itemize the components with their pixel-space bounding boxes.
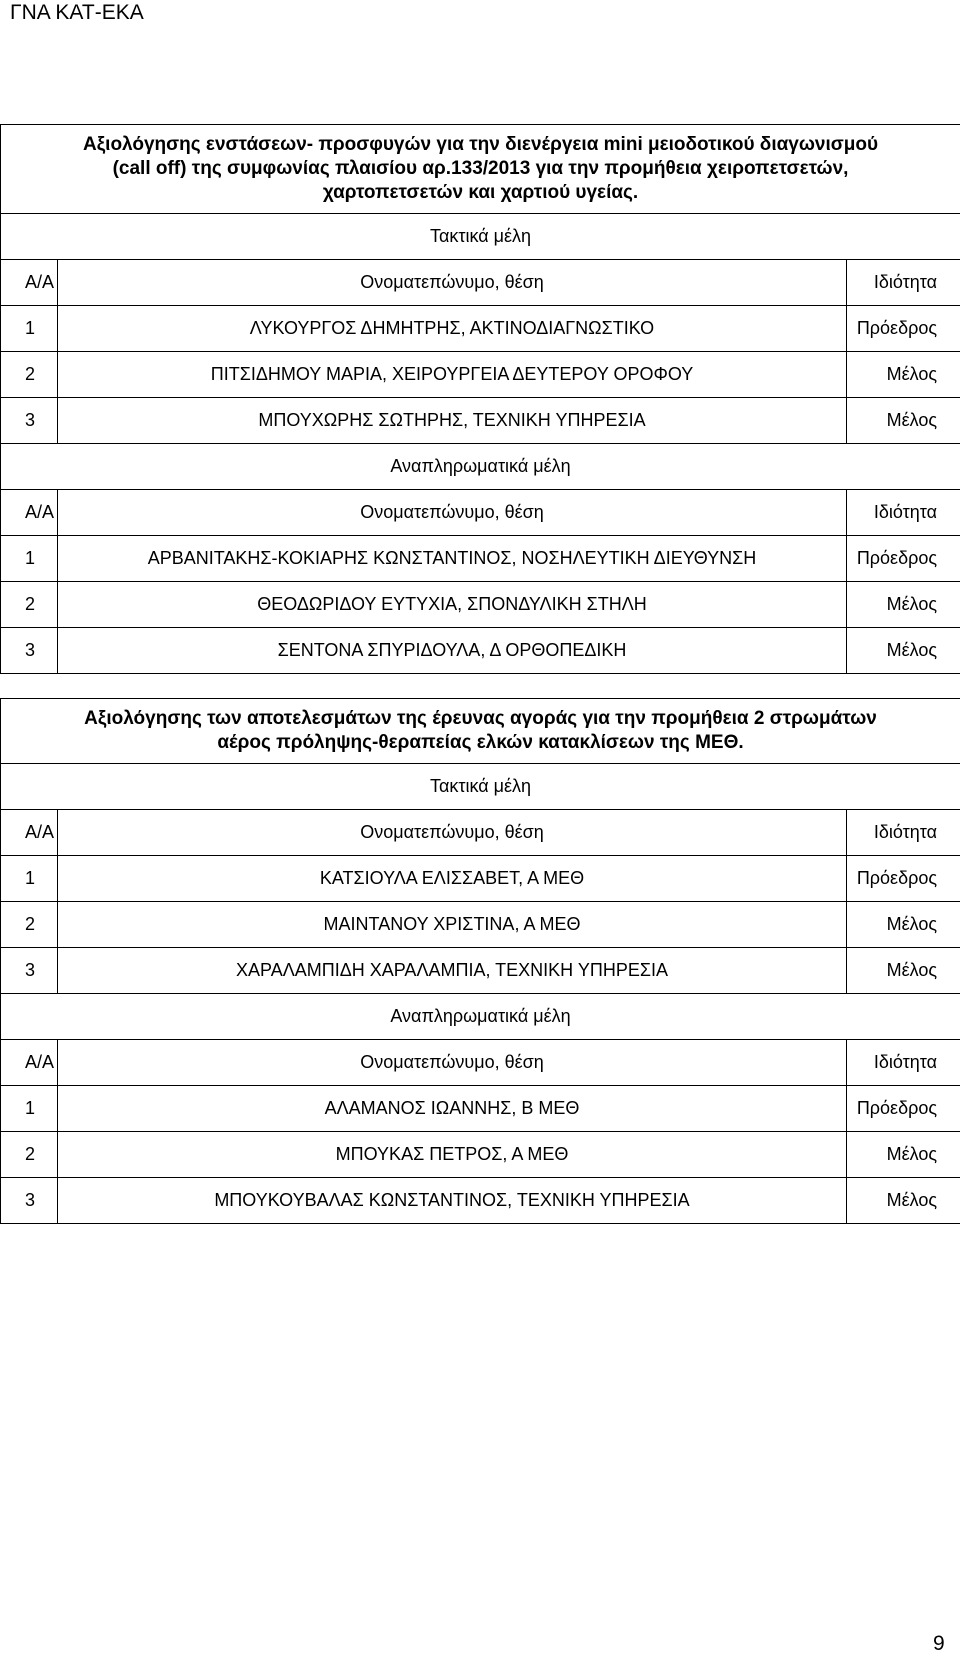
- committee-title-line: Αξιολόγησης των αποτελεσμάτων της έρευνας αγοράς για την προμήθεια 2 στρωμάτων: [84, 708, 877, 729]
- column-header-row: [1, 490, 960, 536]
- member-role: Πρόεδρος: [847, 536, 960, 582]
- member-num: 3: [1, 1178, 58, 1224]
- column-header-row: [1, 810, 960, 856]
- table-row: [1, 352, 960, 398]
- member-role: Μέλος: [847, 398, 960, 444]
- member-name: ΛΥΚΟΥΡΓΟΣ ΔΗΜΗΤΡΗΣ, ΑΚΤΙΝΟΔΙΑΓΝΩΣΤΙΚΟ: [58, 306, 847, 352]
- table-row: [1, 306, 960, 352]
- header-num: Α/Α: [1, 1040, 58, 1086]
- member-role: Μέλος: [847, 628, 960, 674]
- member-num: 2: [1, 902, 58, 948]
- section-row: [1, 994, 960, 1040]
- member-num: 1: [1, 536, 58, 582]
- committee-title: [1, 125, 960, 214]
- member-role: Πρόεδρος: [847, 856, 960, 902]
- page-number: 9: [933, 1632, 945, 1655]
- member-num: 3: [1, 398, 58, 444]
- column-header-row: [1, 260, 960, 306]
- table-row: [1, 1132, 960, 1178]
- member-name: ΚΑΤΣΙΟΥΛΑ ΕΛΙΣΣΑΒΕΤ, Α ΜΕΘ: [58, 856, 847, 902]
- table-row: [1, 1086, 960, 1132]
- table-row: [1, 582, 960, 628]
- member-role: Πρόεδρος: [847, 306, 960, 352]
- alternate-members-label: Αναπληρωματικά μέλη: [1, 444, 960, 490]
- member-num: 3: [1, 948, 58, 994]
- header-name: Ονοματεπώνυμο, θέση: [58, 260, 847, 306]
- page-header: ΓΝΑ ΚΑΤ-ΕΚΑ: [10, 1, 144, 24]
- header-num: Α/Α: [1, 490, 58, 536]
- committee-title-line: χαρτοπετσετών και χαρτιού υγείας.: [322, 182, 639, 203]
- member-num: 2: [1, 1132, 58, 1178]
- member-num: 2: [1, 582, 58, 628]
- table-row: [1, 902, 960, 948]
- section-row: [1, 444, 960, 490]
- member-name: ΣΕΝΤΟΝΑ ΣΠΥΡΙΔΟΥΛΑ, Δ ΟΡΘΟΠΕΔΙΚΗ: [58, 628, 847, 674]
- committee-title-row: [1, 125, 960, 214]
- header-name: Ονοματεπώνυμο, θέση: [58, 1040, 847, 1086]
- committee-table: [0, 124, 960, 674]
- table-row: [1, 628, 960, 674]
- table-row: [1, 1178, 960, 1224]
- section-row: [1, 214, 960, 260]
- member-name: ΜΠΟΥΚΑΣ ΠΕΤΡΟΣ, Α ΜΕΘ: [58, 1132, 847, 1178]
- header-role: Ιδιότητα: [847, 810, 960, 856]
- table-row: [1, 536, 960, 582]
- member-name: ΜΠΟΥΧΩΡΗΣ ΣΩΤΗΡΗΣ, ΤΕΧΝΙΚΗ ΥΠΗΡΕΣΙΑ: [58, 398, 847, 444]
- column-header-row: [1, 1040, 960, 1086]
- member-num: 1: [1, 1086, 58, 1132]
- header-num: Α/Α: [1, 810, 58, 856]
- member-role: Μέλος: [847, 1132, 960, 1178]
- committee-title-line: αέρος πρόληψης-θεραπείας ελκών κατακλίσεων της ΜΕΘ.: [217, 732, 744, 753]
- member-name: ΑΡΒΑΝΙΤΑΚΗΣ-ΚΟΚΙΑΡΗΣ ΚΩΝΣΤΑΝΤΙΝΟΣ, ΝΟΣΗΛΕΥΤΙΚΗ ΔΙΕΥΘΥΝΣΗ: [58, 536, 847, 582]
- alternate-members-label: Αναπληρωματικά μέλη: [1, 994, 960, 1040]
- member-name: ΑΛΑΜΑΝΟΣ ΙΩΑΝΝΗΣ, Β ΜΕΘ: [58, 1086, 847, 1132]
- member-name: ΧΑΡΑΛΑΜΠΙΔΗ ΧΑΡΑΛΑΜΠΙΑ, ΤΕΧΝΙΚΗ ΥΠΗΡΕΣΙΑ: [58, 948, 847, 994]
- member-role: Μέλος: [847, 902, 960, 948]
- header-name: Ονοματεπώνυμο, θέση: [58, 490, 847, 536]
- committee-title-row: [1, 699, 960, 764]
- member-role: Μέλος: [847, 582, 960, 628]
- committee-title: [1, 699, 960, 764]
- table-row: [1, 856, 960, 902]
- committee-table: [0, 698, 960, 1224]
- member-name: ΘΕΟΔΩΡΙΔΟΥ ΕΥΤΥΧΙΑ, ΣΠΟΝΔΥΛΙΚΗ ΣΤΗΛΗ: [58, 582, 847, 628]
- table-row: [1, 398, 960, 444]
- member-num: 3: [1, 628, 58, 674]
- header-num: Α/Α: [1, 260, 58, 306]
- member-num: 1: [1, 306, 58, 352]
- header-role: Ιδιότητα: [847, 490, 960, 536]
- member-name: ΜΑΙΝΤΑΝΟΥ ΧΡΙΣΤΙΝΑ, Α ΜΕΘ: [58, 902, 847, 948]
- member-name: ΜΠΟΥΚΟΥΒΑΛΑΣ ΚΩΝΣΤΑΝΤΙΝΟΣ, ΤΕΧΝΙΚΗ ΥΠΗΡΕΣΙΑ: [58, 1178, 847, 1224]
- member-role: Μέλος: [847, 1178, 960, 1224]
- member-name: ΠΙΤΣΙΔΗΜΟΥ ΜΑΡΙΑ, ΧΕΙΡΟΥΡΓΕΙΑ ΔΕΥΤΕΡΟΥ ΟΡΟΦΟΥ: [58, 352, 847, 398]
- member-num: 2: [1, 352, 58, 398]
- header-role: Ιδιότητα: [847, 260, 960, 306]
- member-role: Πρόεδρος: [847, 1086, 960, 1132]
- header-role: Ιδιότητα: [847, 1040, 960, 1086]
- regular-members-label: Τακτικά μέλη: [1, 764, 960, 810]
- member-num: 1: [1, 856, 58, 902]
- member-role: Μέλος: [847, 948, 960, 994]
- header-name: Ονοματεπώνυμο, θέση: [58, 810, 847, 856]
- table-row: [1, 948, 960, 994]
- regular-members-label: Τακτικά μέλη: [1, 214, 960, 260]
- section-row: [1, 764, 960, 810]
- committee-title-line: (call off) της συμφωνίας πλαισίου αρ.133/2013 για την προμήθεια χειροπετσετών,: [112, 158, 849, 179]
- member-role: Μέλος: [847, 352, 960, 398]
- committee-title-line: Αξιολόγησης ενστάσεων- προσφυγών για την διενέργεια mini μειοδοτικού διαγωνισμού: [82, 134, 879, 155]
